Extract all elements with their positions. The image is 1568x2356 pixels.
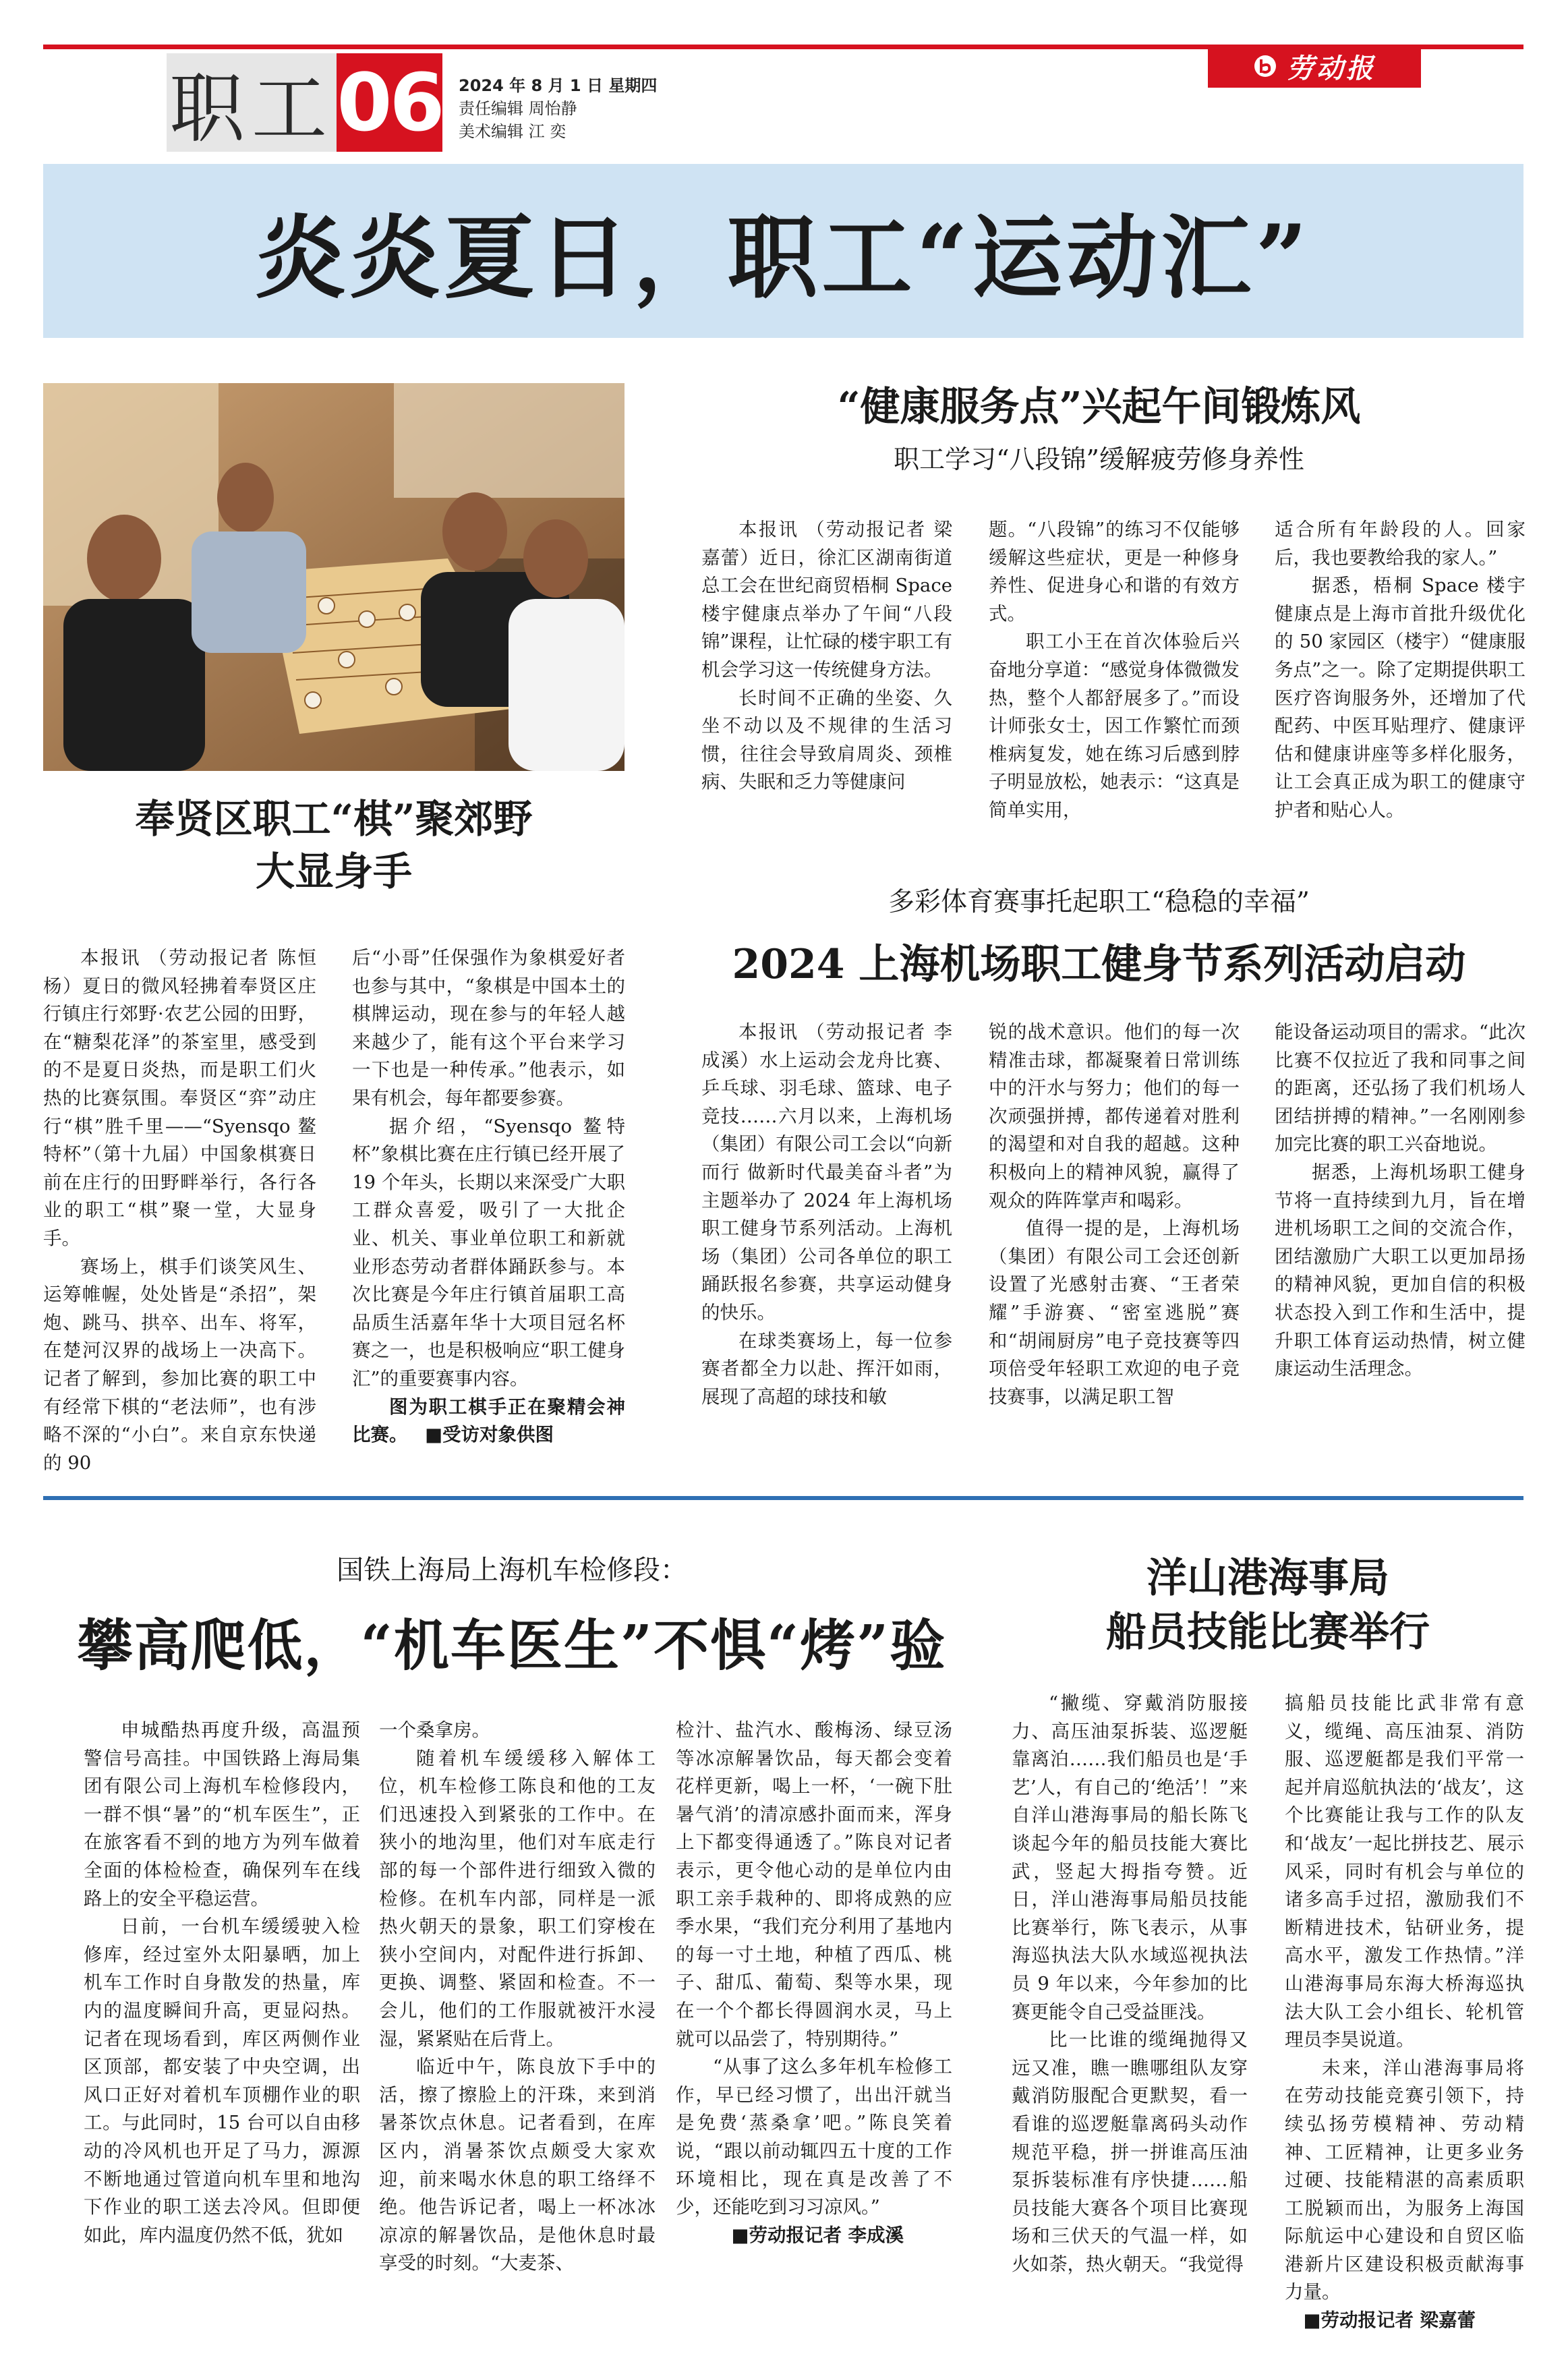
yangshan-headline-line2: 船员技能比赛举行 xyxy=(1106,1609,1430,1656)
railway-column-1 xyxy=(84,1717,360,2249)
issue-info xyxy=(459,74,657,143)
yangshan-paragraph: “撇缆、穿戴消防服接力、高压油泵拆装、巡逻艇靠离泊……我们船员也是‘手艺’人，有自己的‘绝活’！”来自洋山港海事局的船长陈飞谈起今年的船员技能大赛比武，竖起大拇指夸赞。近日，洋山港海事局船员技能比赛举行，陈飞表示，从事海巡执法大队水域巡视执法员 9 年以来，今年参加的比赛更能令自己受益匪浅。 xyxy=(1012,1692,1248,2023)
chess-photo-caption: 图为职工棋手正在聚精会神比赛。 xyxy=(352,1396,625,1446)
chess-photo-credit: ■受访对象供图 xyxy=(425,1424,554,1446)
health-headline: “健康服务点”兴起午间锻炼风 xyxy=(837,383,1361,430)
chess-paragraph: 本报讯 （劳动报记者 陈恒杨）夏日的微风轻拂着奉贤区庄行镇庄行郊野·农艺公园的田野，在“糖梨花泽”的茶室里，感受到的不是夏日炎热，而是职工们火热的比赛氛围。奉贤区“弈”动庄行“棋”胜千里——“Syensqo 鳌特杯”（第十九届）中国象棋赛日前在庄行的田野畔举行，各行各业的职工“棋”聚一堂，大显身手。 xyxy=(43,947,316,1249)
banner-title: 炎炎夏日，职工“运动汇” xyxy=(255,204,1312,311)
chess-photo xyxy=(43,383,625,771)
page-number: 06 xyxy=(337,56,442,149)
paper-logo-box xyxy=(1208,45,1421,88)
health-column-3 xyxy=(1275,516,1526,825)
yangshan-column-1 xyxy=(1012,1690,1248,2278)
chess-paragraph: 后“小哥”任保强作为象棋爱好者也参与其中，“象棋是中国本土的棋牌运动，现在参与的年轻人越来越少了，能有这个平台来学习一下也是一种传承。”他表示，如果有机会，每年都要参赛。 xyxy=(352,947,625,1109)
issue-date: 2024 年 8 月 1 日 星期四 xyxy=(459,76,658,95)
health-paragraph: 长时间不正确的坐姿、久坐不动以及不规律的生活习惯，往往会导致肩周炎、颈椎病、失眠和乏力等健康问 xyxy=(701,687,952,793)
health-subhead: 职工学习“八段锦”缓解疲劳修身养性 xyxy=(894,444,1304,474)
railway-paragraph: 临近中午，陈良放下手中的活，擦了擦脸上的汗珠，来到消暑茶饮点休息。记者看到，在库区内，消暑茶饮点颇受大家欢迎，前来喝水休息的职工络绎不绝。他告诉记者，喝上一杯冰冰凉凉的解暑饮品，是他休息时最享受的时刻。“大麦茶、 xyxy=(379,2056,656,2274)
chess-headline xyxy=(43,793,625,898)
railway-column-2 xyxy=(379,1717,656,2278)
railway-kicker: 国铁上海局上海机车检修段： xyxy=(337,1555,687,1586)
yangshan-paragraph: 搞船员技能比武非常有意义，缆绳、高压油泵、消防服、巡逻艇都是我们平常一起并肩巡航执法的‘战友’，这个比赛能让我与工作的队友和‘战友’一起比拼技艺、展示风采，同时有机会与单位的诸多高手过招，激励我们不断精进技术，钻研业务，提高水平，激发工作热情。”洋山港海事局东海大桥海巡执法大队工会小组长、轮机管理员李昊说道。 xyxy=(1285,1692,1524,2051)
chess-photo-illustration xyxy=(43,383,625,771)
airport-paragraph: 能设备运动项目的需求。“此次比赛不仅拉近了我和同事之间的距离，还弘扬了我们机场人团结拼搏的精神。”一名刚刚参加完比赛的职工兴奋地说。 xyxy=(1275,1021,1526,1155)
railway-paragraph: 检汁、盐汽水、酸梅汤、绿豆汤等冰凉解暑饮品，每天都会变着花样更新，喝上一杯，‘一碗下肚暑气消’的清凉感扑面而来，浑身上下都变得通透了。”陈良对记者表示，更令他心动的是单位内由职工亲手栽种的、即将成熟的应季水果，“我们充分利用了基地内的每一寸土地，种植了西瓜、桃子、甜瓜、葡萄、梨等水果，现在一个个都长得圆润水灵，马上就可以品尝了，特别期待。” xyxy=(676,1719,952,2050)
paper-logo-text: 劳动报 xyxy=(1287,52,1376,84)
health-paragraph: 题。“八段锦”的练习不仅能够缓解这些症状，更是一种修身养性、促进身心和谐的有效方式。 xyxy=(989,519,1240,625)
page-number-box xyxy=(337,53,442,152)
health-paragraph: 职工小王在首次体验后兴奋地分享道：“感觉身体微微发热，整个人都舒展多了。”而设计师张女士，因工作繁忙而颈椎病复发，她在练习后感到脖子明显放松，她表示：“这真是简单实用， xyxy=(989,631,1240,821)
section-divider xyxy=(43,1496,1523,1500)
airport-paragraph: 本报讯 （劳动报记者 李成溪）水上运动会龙舟比赛、乒乓球、羽毛球、篮球、电子竞技……六月以来，上海机场（集团）有限公司工会以“向新而行 做新时代最美奋斗者”为主题举办了 2024 年上海机场职工健身节系列活动。上海机场（集团）公司各单位的职工踊跃报名参赛，共享运动健身的快乐。 xyxy=(701,1021,952,1323)
airport-paragraph: 值得一提的是，上海机场（集团）有限公司工会还创新设置了光感射击赛、“王者荣耀”手游赛、“密室逃脱”赛和“胡闹厨房”电子竞技赛等四项倍受年轻职工欢迎的电子竞技赛事，以满足职工智 xyxy=(989,1217,1240,1408)
railway-paragraph: 申城酷热再度升级，高温预警信号高挂。中国铁路上海局集团有限公司上海机车检修段内，一群不惧“暑”的“机车医生”，正在旅客看不到的地方为列车做着全面的体检检查，确保列车在线路上的安全平稳运营。 xyxy=(84,1719,360,1909)
airport-paragraph: 锐的战术意识。他们的每一次精准击球，都凝聚着日常训练中的汗水与努力；他们的每一次顽强拼搏，都传递着对胜利的渴望和对自我的超越。这种积极向上的精神风貌，赢得了观众的阵阵掌声和喝彩。 xyxy=(989,1021,1240,1211)
airport-kicker: 多彩体育赛事托起职工“稳稳的幸福” xyxy=(888,887,1310,917)
responsible-editor: 责任编辑 周怡静 xyxy=(459,99,577,118)
health-column-2 xyxy=(989,516,1240,825)
yangshan-credit: ■劳动报记者 梁嘉蕾 xyxy=(1303,2309,1476,2332)
yangshan-paragraph: 比一比谁的缆绳抛得又远又准，瞧一瞧哪组队友穿戴消防服配合更默契，看一看谁的巡逻艇靠离码头动作规范平稳，拼一拼谁高压油泵拆装标准有序快捷……船员技能大赛各个项目比赛现场和三伏天的气温一样，如火如荼，热火朝天。“我觉得 xyxy=(1012,2029,1248,2275)
health-column-1 xyxy=(701,516,952,797)
railway-credit: ■劳动报记者 李成溪 xyxy=(731,2224,904,2246)
chess-paragraph: 赛场上，棋手们谈笑风生、运筹帷幄，处处皆是“杀招”，架炮、跳马、拱卒、出车、将军，在楚河汉界的战场上一决高下。记者了解到，参加比赛的职工中有经常下棋的“老法师”，也有涉略不深的“小白”。来自京东快递的 90 xyxy=(43,1255,316,1474)
yangshan-paragraph: 未来，洋山港海事局将在劳动技能竞赛引领下，持续弘扬劳模精神、劳动精神、工匠精神，让更多业务过硬、技能精湛的高素质职工脱颖而出，为服务上海国际航运中心建设和自贸区临港新片区建设积极贡献海事力量。 xyxy=(1285,2057,1524,2303)
airport-column-3 xyxy=(1275,1018,1526,1383)
chess-column-1 xyxy=(43,944,316,1477)
airport-column-2 xyxy=(989,1018,1240,1411)
section-label-box xyxy=(167,53,337,152)
chess-column-2 xyxy=(352,944,625,1449)
yangshan-headline-line1: 洋山港海事局 xyxy=(1146,1555,1389,1602)
airport-column-1 xyxy=(701,1018,952,1411)
yangshan-headline xyxy=(1012,1551,1524,1659)
airport-paragraph: 在球类赛场上，每一位参赛者都全力以赴、挥汗如雨，展现了高超的球技和敏 xyxy=(701,1329,952,1408)
yangshan-column-2 xyxy=(1285,1690,1524,2335)
chess-headline-line1: 奉贤区职工“棋”聚郊野 xyxy=(135,796,533,842)
paper-logo-icon xyxy=(1253,54,1277,78)
art-editor: 美术编辑 江 奕 xyxy=(459,122,567,141)
health-paragraph: 本报讯 （劳动报记者 梁嘉蕾）近日，徐汇区湖南街道总工会在世纪商贸梧桐 Space 楼宇健康点举办了午间“八段锦”课程，让忙碌的楼宇职工有机会学习这一传统健身方法。 xyxy=(701,519,952,681)
banner xyxy=(43,164,1523,338)
health-paragraph: 适合所有年龄段的人。回家后，我也要教给我的家人。” xyxy=(1275,519,1526,569)
railway-paragraph: 日前，一台机车缓缓驶入检修库，经过室外太阳暴晒，加上机车工作时自身散发的热量，库内的温度瞬间升高，更显闷热。记者在现场看到，库区两侧作业区顶部，都安装了中央空调，出风口正好对着机车顶棚作业的职工。与此同时，15 台可以自由移动的冷风机也开足了马力，源源不断地通过管道向机车里和地沟下作业的职工送去冷风。但即便如此，库内温度仍然不低，犹如 xyxy=(84,1916,360,2246)
chess-caption-block xyxy=(352,1394,625,1449)
railway-paragraph: “从事了这么多年机车检修工作，早已经习惯了，出出汗就当是免费‘蒸桑拿’吧。”陈良笑着说，“跟以前动辄四五十度的工作环境相比，现在真是改善了不少，还能吃到习习凉风。” xyxy=(676,2056,952,2218)
section-label: 职工 xyxy=(169,65,334,153)
railway-column-3 xyxy=(676,1717,952,2249)
chess-headline-line2: 大显身手 xyxy=(255,849,412,894)
railway-paragraph: 随着机车缓缓移入解体工位，机车检修工陈良和他的工友们迅速投入到紧张的工作中。在狭小的地沟里，他们对车底走行部的每一个部件进行细致入微的检修。在机车内部，同样是一派热火朝天的景象，职工们穿梭在狭小空间内，对配件进行拆卸、更换、调整、紧固和检查。不一会儿，他们的工作服就被汗水浸湿，紧紧贴在后背上。 xyxy=(379,1747,656,2050)
chess-paragraph: 据介绍，“Syensqo 鳌特杯”象棋比赛在庄行镇已经开展了 19 个年头，长期以来深受广大职工群众喜爱，吸引了一大批企业、机关、事业单位职工和新就业形态劳动者群体踊跃参与。本次比赛是今年庄行镇首届职工高品质生活嘉年华十大项目冠名杯赛之一，也是积极响应“职工健身汇”的重要赛事内容。 xyxy=(352,1115,625,1389)
health-paragraph: 据悉，梧桐 Space 楼宇健康点是上海市首批升级优化的 50 家园区（楼宇）“健康服务点”之一。除了定期提供职工医疗咨询服务外，还增加了代配药、中医耳贴理疗、健康评估和健康讲座等多样化服务，让工会真正成为职工的健康守护者和贴心人。 xyxy=(1275,575,1526,821)
railway-headline: 攀高爬低，“机车医生”不惧“烤”验 xyxy=(77,1613,947,1678)
airport-paragraph: 据悉，上海机场职工健身节将一直持续到九月，旨在增进机场职工之间的交流合作，团结激励广大职工以更加昂扬的精神风貌，更加自信的积极状态投入到工作和生活中，提升职工体育运动热情，树立健康运动生活理念。 xyxy=(1275,1161,1526,1380)
airport-headline: 2024 上海机场职工健身节系列活动启动 xyxy=(732,941,1466,988)
railway-paragraph: 一个桑拿房。 xyxy=(379,1719,490,1741)
